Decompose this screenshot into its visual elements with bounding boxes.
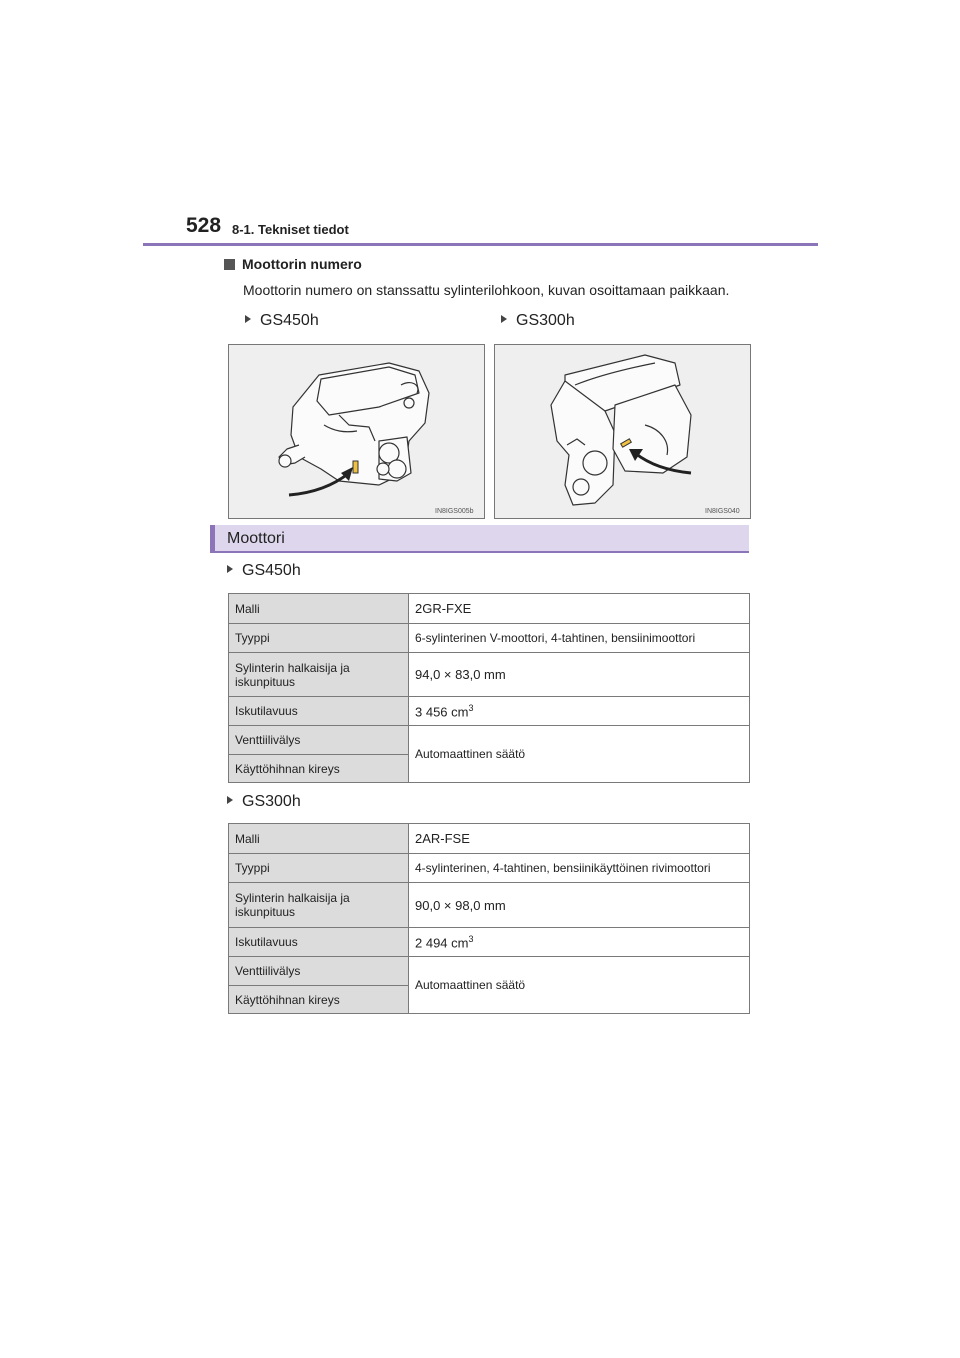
spec-key: Sylinterin halkaisija ja iskunpituus	[229, 653, 409, 697]
spec-value: 2 494 $cm^3$	[409, 928, 750, 957]
engine-illustration-gs300h	[494, 344, 751, 519]
figure-code: IN8IGS005b	[435, 508, 474, 515]
triangle-bullet-icon	[227, 796, 233, 804]
table-row	[229, 653, 750, 697]
spec-value: 2AR-FSE	[409, 824, 750, 854]
chapter-title: 8-1. Tekniset tiedot	[232, 222, 349, 237]
section-body-text: Moottorin numero on stanssattu sylinterilohkoon, kuvan osoittamaan paikkaan.	[243, 282, 730, 298]
table-row	[229, 824, 750, 854]
engine-drawing-icon	[495, 345, 750, 518]
section-heading-text: Moottorin numero	[242, 256, 362, 272]
table-row	[229, 883, 750, 928]
section-banner-moottori	[210, 525, 749, 553]
engine-drawing-icon	[229, 345, 484, 518]
figure-label-gs450h: GS450h	[245, 312, 319, 330]
header-divider	[143, 243, 818, 246]
table-row	[229, 928, 750, 957]
spec-value: 2GR-FXE	[409, 594, 750, 624]
spec-key: Venttiilivälys	[229, 726, 409, 755]
table-row	[229, 697, 750, 726]
spec-key: Iskutilavuus	[229, 928, 409, 957]
spec-key: Tyyppi	[229, 854, 409, 883]
engine-illustration-gs450h	[228, 344, 485, 519]
spec-value: 3 456 $cm^3$	[409, 697, 750, 726]
table-row	[229, 957, 750, 986]
table-row	[229, 726, 750, 755]
triangle-bullet-icon	[501, 315, 507, 323]
table-label-gs300h: GS300h	[227, 793, 301, 811]
square-bullet-icon	[224, 259, 235, 270]
spec-key: Venttiilivälys	[229, 957, 409, 986]
table-row	[229, 594, 750, 624]
spec-key: Iskutilavuus	[229, 697, 409, 726]
spec-key: Käyttöhihnan kireys	[229, 986, 409, 1014]
spec-key: Tyyppi	[229, 624, 409, 653]
table-row	[229, 624, 750, 653]
table-label-gs450h: GS450h	[227, 562, 301, 580]
banner-title: Moottori	[227, 530, 285, 547]
spec-value: 6-sylinterinen V-moottori, 4-tahtinen, bensiinimoottori	[409, 624, 750, 653]
triangle-bullet-icon	[227, 565, 233, 573]
spec-value: 94,0 × 83,0 mm	[409, 653, 750, 697]
spec-value: 90,0 × 98,0 mm	[409, 883, 750, 928]
triangle-bullet-icon	[245, 315, 251, 323]
section-heading	[224, 256, 362, 272]
figure-code: IN8IGS040	[705, 508, 740, 515]
table-row	[229, 854, 750, 883]
page-number: 528	[186, 214, 222, 237]
spec-value: Automaattinen säätö	[409, 957, 750, 1014]
spec-table-gs300h	[228, 823, 750, 1014]
spec-key: Malli	[229, 824, 409, 854]
spec-key: Käyttöhihnan kireys	[229, 755, 409, 783]
figure-label-gs300h: GS300h	[501, 312, 575, 330]
spec-key: Sylinterin halkaisija ja iskunpituus	[229, 883, 409, 928]
spec-value: Automaattinen säätö	[409, 726, 750, 783]
spec-key: Malli	[229, 594, 409, 624]
spec-value: 4-sylinterinen, 4-tahtinen, bensiinikäyttöinen rivimoottori	[409, 854, 750, 883]
spec-table-gs450h	[228, 593, 750, 783]
